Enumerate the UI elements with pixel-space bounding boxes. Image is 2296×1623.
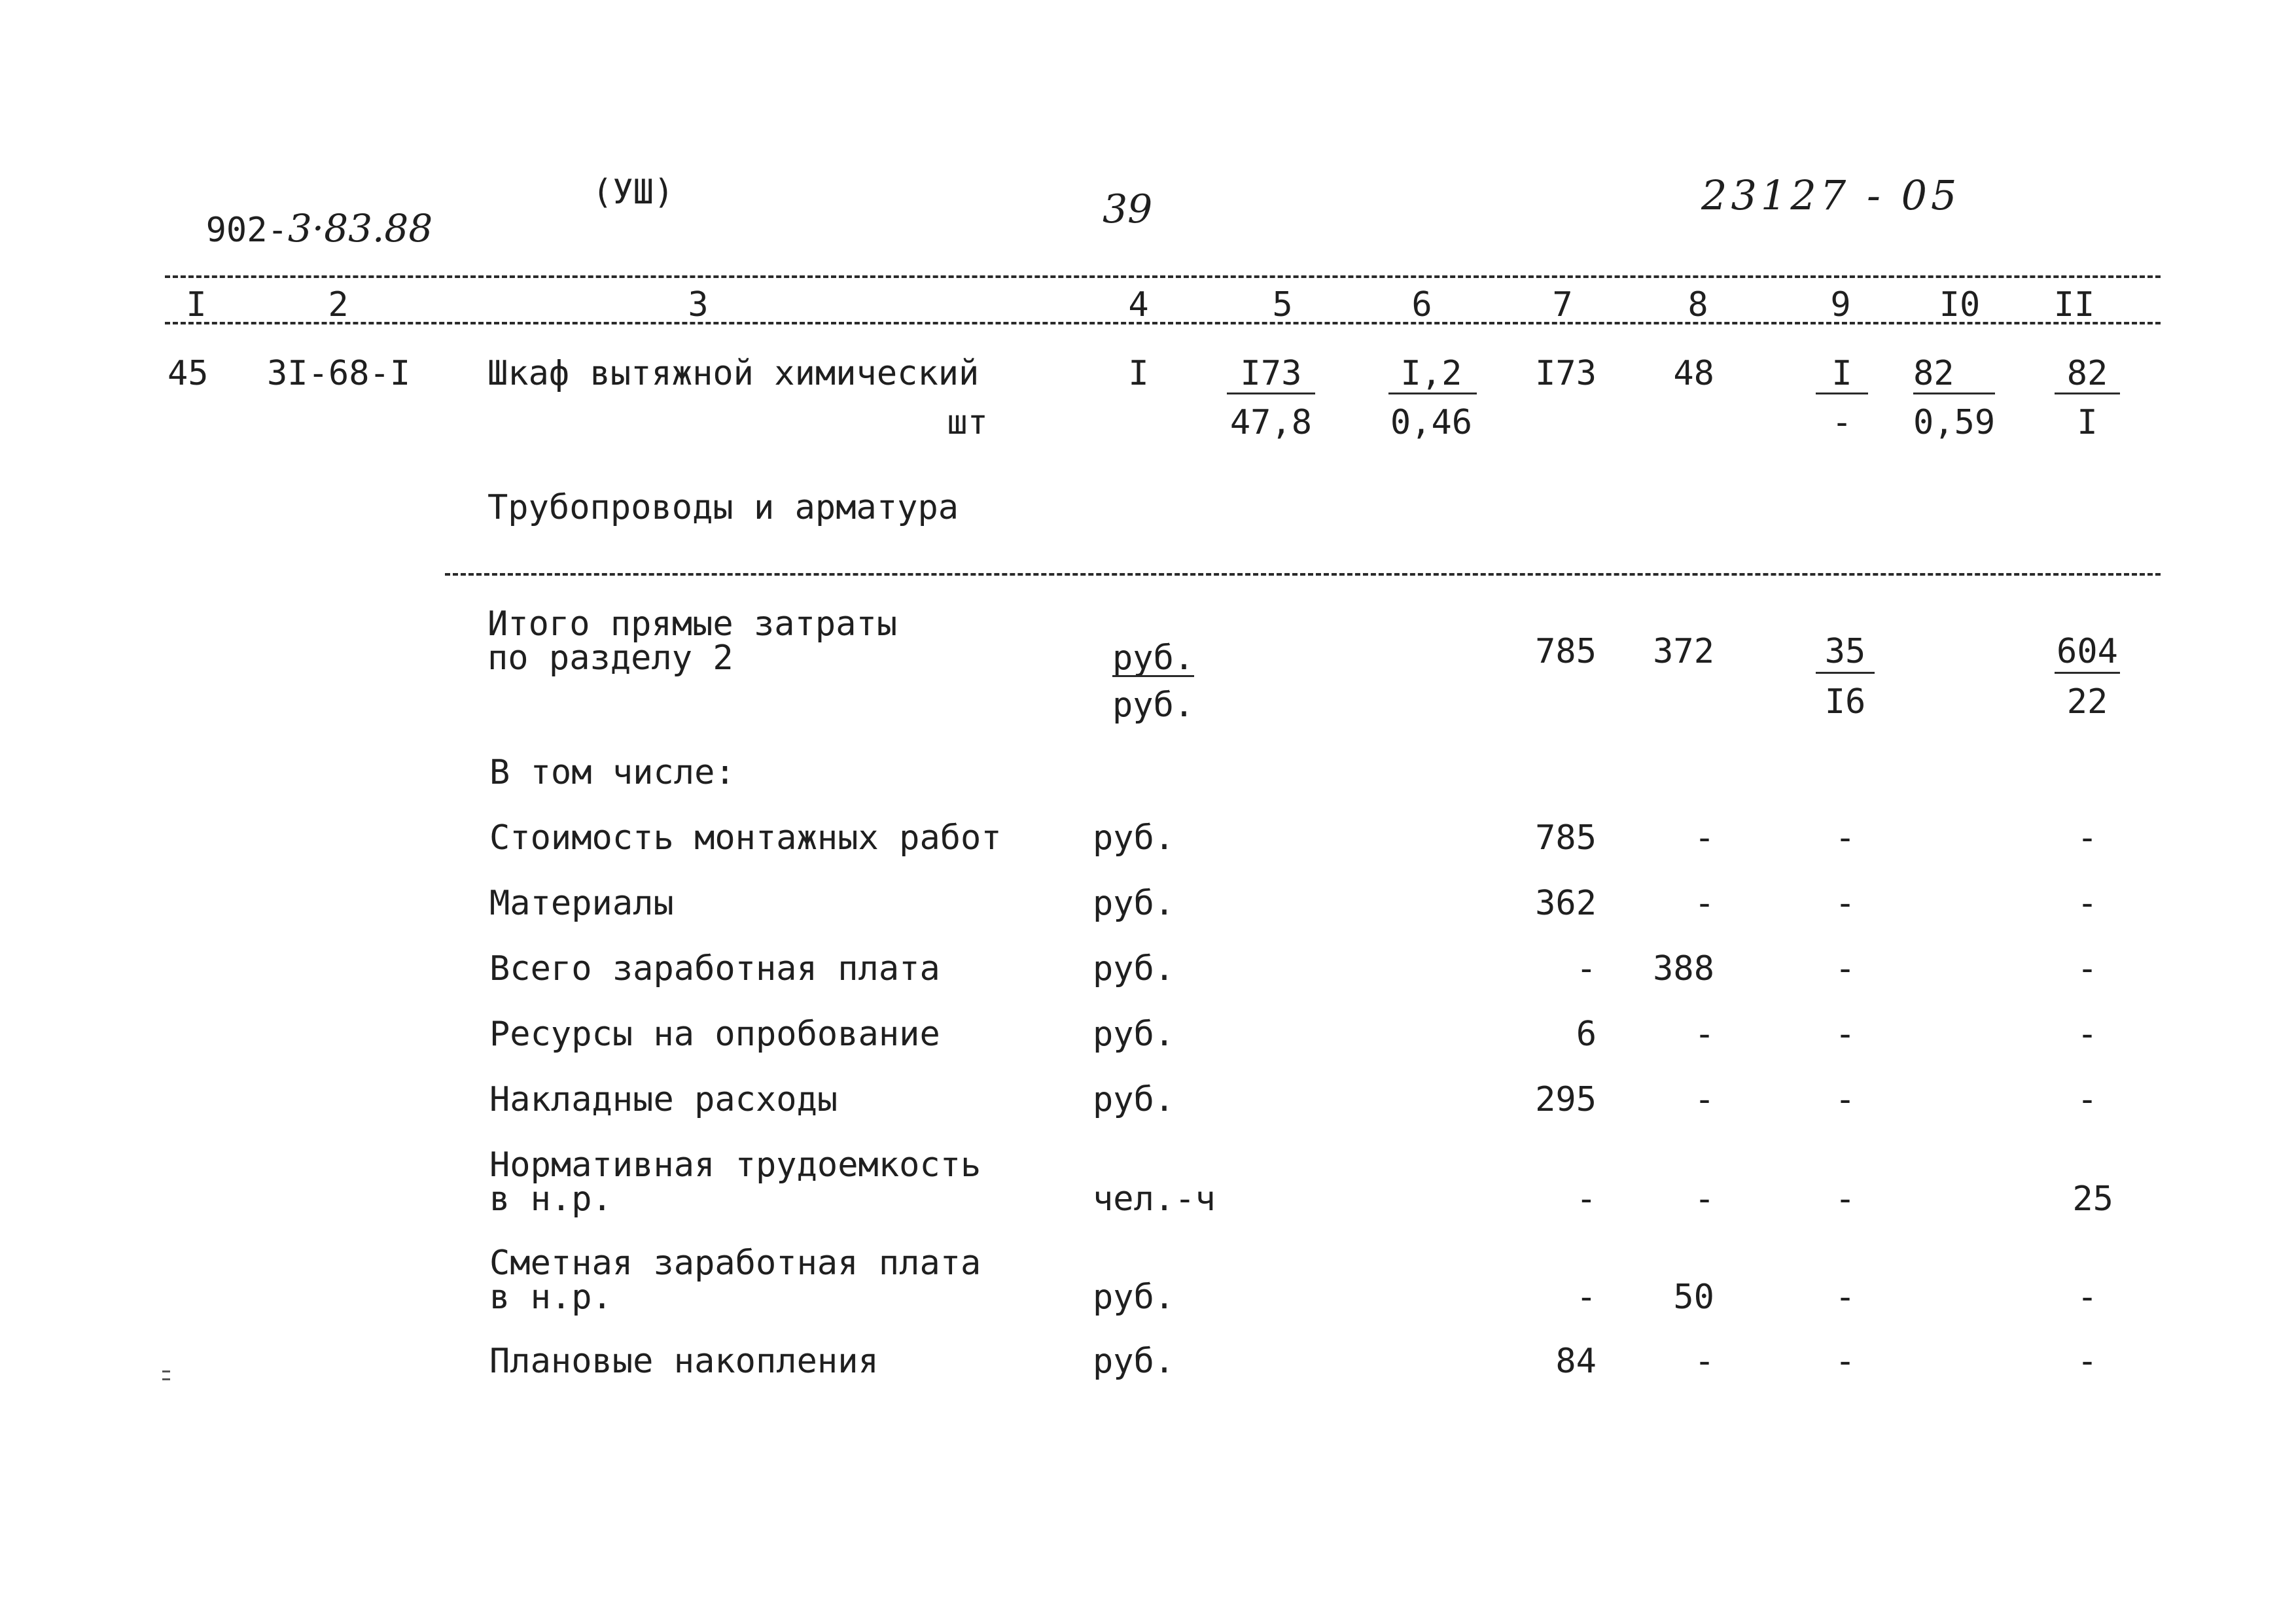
- row-col8: -: [1694, 1080, 1715, 1119]
- total-col7: 785: [1535, 632, 1597, 671]
- row-unit: руб.: [1093, 884, 1175, 923]
- document-code-handwritten: 3·83.88: [287, 206, 433, 251]
- row-col7: -: [1576, 949, 1597, 988]
- fraction-bar: [2055, 672, 2120, 674]
- row-col11: -: [2077, 818, 2098, 858]
- section-rule: [445, 573, 2161, 576]
- including-label: В том числе:: [489, 753, 735, 792]
- fraction-bar: [2055, 393, 2120, 394]
- column-number: 7: [1552, 285, 1573, 324]
- page-number: 39: [1103, 186, 1153, 232]
- fraction-bar: [1816, 672, 1875, 674]
- document-code: [165, 175, 433, 251]
- row-unit: руб.: [1093, 1015, 1175, 1054]
- row-col11: -: [2077, 1080, 2098, 1119]
- row-col8: -: [1694, 1179, 1715, 1219]
- row-unit: руб.: [1093, 818, 1175, 858]
- item-number: 45: [168, 354, 209, 393]
- row-unit: руб.: [1093, 949, 1175, 988]
- row-label: Сметная заработная плата: [489, 1244, 981, 1283]
- row-col9: -: [1835, 884, 1856, 923]
- fraction-bar: [1388, 393, 1477, 394]
- row-label-line2: в н.р.: [489, 1179, 612, 1219]
- row-col8: -: [1694, 818, 1715, 858]
- column-header-top-rule: [165, 275, 2161, 278]
- row-col8: -: [1694, 1015, 1715, 1054]
- total-unit-bottom: руб.: [1112, 686, 1195, 725]
- document-code-prefix: 902-: [205, 211, 288, 250]
- series-label: (УШ): [592, 173, 675, 212]
- row-col7: 84: [1555, 1342, 1597, 1381]
- row-col11: -: [2077, 1278, 2098, 1317]
- total-col8: 372: [1653, 632, 1714, 671]
- column-number: 9: [1830, 285, 1851, 324]
- fraction-bar: [1816, 393, 1868, 394]
- column-number: 6: [1411, 285, 1432, 324]
- document-number: 23127 - 05: [1701, 171, 1961, 219]
- item-col5-bottom: 47,8: [1229, 403, 1313, 442]
- row-unit: руб.: [1093, 1278, 1175, 1317]
- column-number: 2: [328, 285, 349, 324]
- total-col11-bottom: 22: [2066, 682, 2108, 722]
- row-unit: чел.-ч: [1093, 1179, 1216, 1219]
- row-label: Накладные расходы: [489, 1080, 838, 1119]
- item-col7: I73: [1535, 354, 1597, 393]
- fraction-bar: [1227, 393, 1315, 394]
- row-col8: -: [1694, 884, 1715, 923]
- total-label-line1: Итого прямые затраты: [487, 604, 898, 644]
- total-unit-top: руб.: [1112, 638, 1195, 678]
- fraction-bar: [1112, 675, 1194, 677]
- row-col7: -: [1576, 1278, 1597, 1317]
- column-number: I0: [1939, 285, 1981, 324]
- item-col6-bottom: 0,46: [1390, 403, 1473, 442]
- column-number: 3: [688, 285, 709, 324]
- row-label: Стоимость монтажных работ: [489, 818, 1002, 858]
- row-label: Нормативная трудоемкость: [489, 1145, 981, 1185]
- item-col6-top: I,2: [1400, 354, 1462, 393]
- column-header-bottom-rule: [165, 322, 2161, 324]
- item-name: Шкаф вытяжной химический: [487, 354, 980, 393]
- row-label-line2: в н.р.: [489, 1278, 612, 1317]
- column-number: II: [2053, 285, 2095, 324]
- total-col9-bottom: I6: [1824, 682, 1866, 722]
- item-code: 3I-68-I: [267, 354, 411, 393]
- row-col8: 388: [1653, 949, 1714, 988]
- row-col11: 25: [2072, 1179, 2113, 1219]
- row-col9: -: [1835, 949, 1856, 988]
- column-number: 5: [1272, 285, 1293, 324]
- row-label: Ресурсы на опробование: [489, 1015, 940, 1054]
- section-title: Трубопроводы и арматура: [487, 488, 959, 527]
- column-number: 8: [1687, 285, 1708, 324]
- item-col9-bottom: -: [1831, 403, 1852, 442]
- row-col7: 362: [1535, 884, 1597, 923]
- row-label: Плановые накопления: [489, 1342, 879, 1381]
- row-unit: руб.: [1093, 1342, 1175, 1381]
- row-col11: -: [2077, 1015, 2098, 1054]
- row-col11: -: [2077, 949, 2098, 988]
- margin-mark: [161, 1370, 173, 1382]
- item-unit: шт: [947, 403, 988, 442]
- row-col7: 785: [1535, 818, 1597, 858]
- row-col7: 6: [1576, 1015, 1597, 1054]
- row-col9: -: [1835, 1342, 1856, 1381]
- row-col9: -: [1835, 1080, 1856, 1119]
- item-col8: 48: [1673, 354, 1714, 393]
- row-col7: 295: [1535, 1080, 1597, 1119]
- item-col9-top: I: [1831, 354, 1852, 393]
- item-col11-bottom: I: [2077, 403, 2098, 442]
- row-label: Материалы: [489, 884, 674, 923]
- row-col9: -: [1835, 1278, 1856, 1317]
- item-col10-top: 82: [1913, 354, 1954, 393]
- row-label: Всего заработная плата: [489, 949, 940, 988]
- row-col8: -: [1694, 1342, 1715, 1381]
- row-col7: -: [1576, 1179, 1597, 1219]
- row-col8: 50: [1673, 1278, 1714, 1317]
- column-number: I: [186, 285, 207, 324]
- row-unit: руб.: [1093, 1080, 1175, 1119]
- column-number: 4: [1128, 285, 1149, 324]
- row-col9: -: [1835, 1015, 1856, 1054]
- item-col11-top: 82: [2066, 354, 2108, 393]
- item-quantity: I: [1128, 354, 1149, 393]
- total-col11-top: 604: [2057, 632, 2118, 671]
- total-label-line2: по разделу 2: [487, 638, 733, 678]
- item-col5-top: I73: [1240, 354, 1302, 393]
- fraction-bar: [1913, 393, 1995, 394]
- item-col10-bottom: 0,59: [1913, 403, 1996, 442]
- total-col9-top: 35: [1824, 632, 1866, 671]
- row-col9: -: [1835, 818, 1856, 858]
- row-col11: -: [2077, 1342, 2098, 1381]
- row-col11: -: [2077, 884, 2098, 923]
- row-col9: -: [1835, 1179, 1856, 1219]
